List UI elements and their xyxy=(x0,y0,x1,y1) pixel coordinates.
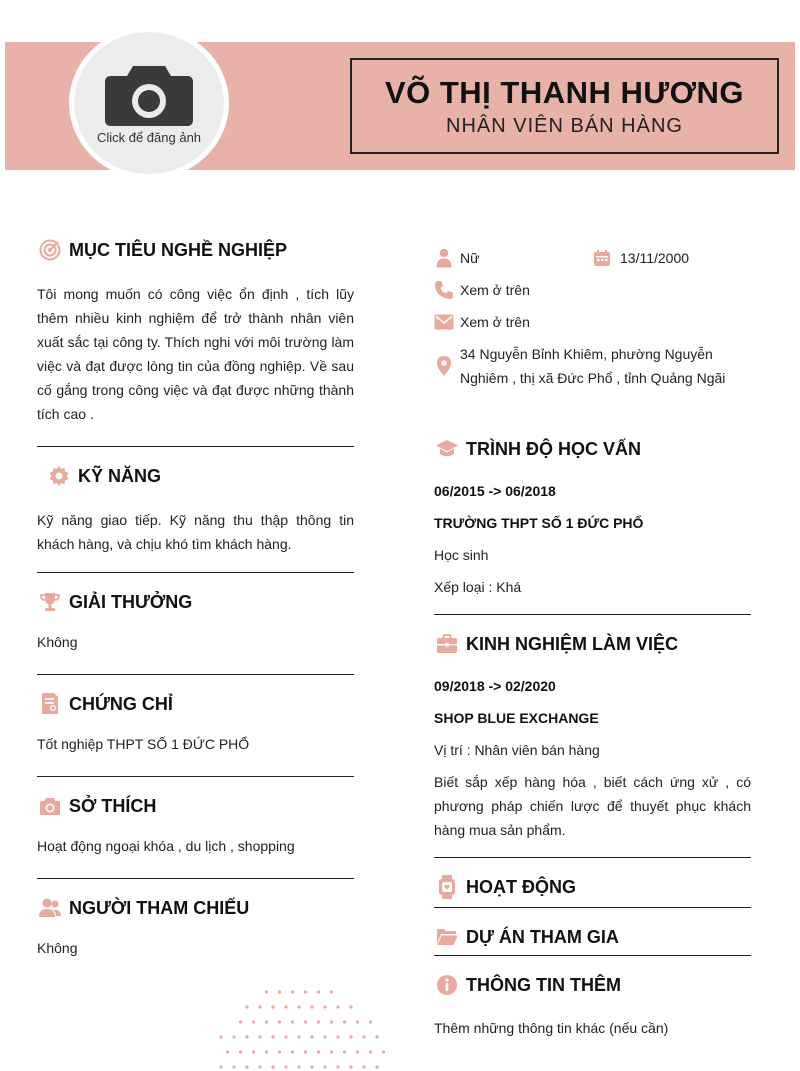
decorative-dot xyxy=(232,1065,235,1068)
references-text: Không xyxy=(37,940,78,956)
avatar-upload[interactable] xyxy=(69,27,229,179)
decorative-dot xyxy=(297,1005,300,1008)
decorative-dot xyxy=(284,1065,287,1068)
decorative-dot xyxy=(336,1065,339,1068)
divider xyxy=(37,776,354,777)
decorative-dot xyxy=(291,1050,294,1053)
education-body xyxy=(434,475,751,603)
avatar-label: Click để đăng ảnh xyxy=(96,129,202,145)
experience-description: Biết sắp xếp hàng hóa , biết cách ứng xử , có phương pháp chiến lược để thuyết phục khách hàng mua sản phẩm. xyxy=(434,774,751,838)
objective-text: Tôi mong muốn có công việc ổn định , tích lũy thêm nhiều kinh nghiệm để trở thành nhân viên xuất sắc tại công ty. Thích nghi với môi trường làm việc và đạt được lòng tin của đồng nghiệp. Về sau cố gắng trong công việc và đạt được những thành tích cao . xyxy=(37,286,354,422)
decorative-dot xyxy=(265,990,268,993)
decorative-dot xyxy=(336,1005,339,1008)
birthday-value: 13/11/2000 xyxy=(620,250,690,266)
decorative-dot xyxy=(265,1050,268,1053)
decorative-dot xyxy=(278,1050,281,1053)
decorative-dot xyxy=(271,1065,274,1068)
decorative-dot xyxy=(323,1035,326,1038)
decorative-dot xyxy=(356,1020,359,1023)
decorative-dot xyxy=(284,1035,287,1038)
experience-header xyxy=(434,626,751,662)
gender-birthday-row xyxy=(434,246,751,270)
experience-company: SHOP BLUE EXCHANGE xyxy=(434,710,599,726)
decorative-dot xyxy=(278,990,281,993)
decorative-dot xyxy=(349,1065,352,1068)
education-school: TRƯỜNG THPT SỐ 1 ĐỨC PHỔ xyxy=(434,515,644,531)
objective-header xyxy=(37,232,354,268)
education-header xyxy=(434,431,751,467)
divider xyxy=(434,907,751,908)
decorative-dot xyxy=(291,1020,294,1023)
decorative-dot xyxy=(271,1035,274,1038)
job-title: NHÂN VIÊN BÁN HÀNG xyxy=(446,114,683,137)
folder-icon xyxy=(434,924,460,950)
decorative-dot xyxy=(265,1020,268,1023)
decorative-dot xyxy=(304,1050,307,1053)
decorative-dot xyxy=(245,1035,248,1038)
right-column xyxy=(434,246,751,1040)
awards-text: Không xyxy=(37,634,78,650)
certificate-icon xyxy=(37,691,63,717)
decorative-dot xyxy=(362,1035,365,1038)
decorative-dot xyxy=(304,990,307,993)
gender-row xyxy=(434,246,592,270)
divider xyxy=(37,878,354,879)
references-title: NGƯỜI THAM CHIẾU xyxy=(69,897,250,918)
address-row xyxy=(434,342,751,390)
projects-header xyxy=(434,919,751,955)
phone-row xyxy=(434,278,751,302)
decorative-dot xyxy=(239,1020,242,1023)
email-icon xyxy=(434,310,454,334)
gender-value: Nữ xyxy=(460,250,480,266)
location-icon xyxy=(434,354,454,378)
awards-header xyxy=(37,584,354,620)
certificates-header xyxy=(37,686,354,722)
hobbies-text: Hoạt động ngoại khóa , du lịch , shopping xyxy=(37,838,295,854)
decorative-dot xyxy=(258,1065,261,1068)
birthday-row xyxy=(592,246,689,270)
decorative-dot xyxy=(317,1050,320,1053)
decorative-dot xyxy=(258,1035,261,1038)
decorative-dot xyxy=(297,1035,300,1038)
decorative-dot xyxy=(343,1050,346,1053)
more-info-text: Thêm những thông tin khác (nếu cần) xyxy=(434,1020,669,1036)
hobbies-header xyxy=(37,788,354,824)
decorative-dot xyxy=(297,1065,300,1068)
phone-value: Xem ở trên xyxy=(460,282,530,298)
decorative-dot xyxy=(271,1005,274,1008)
divider xyxy=(37,674,354,675)
decorative-dot xyxy=(278,1020,281,1023)
decorative-dot xyxy=(336,1035,339,1038)
decorative-dot xyxy=(239,1050,242,1053)
decorative-dot xyxy=(245,1065,248,1068)
gear-icon xyxy=(46,463,72,489)
activities-header xyxy=(434,869,751,905)
decorative-dot xyxy=(284,1005,287,1008)
user-icon xyxy=(434,246,454,270)
certificates-text: Tốt nghiệp THPT SỐ 1 ĐỨC PHỔ xyxy=(37,736,250,752)
decorative-dot xyxy=(323,1065,326,1068)
projects-title: DỰ ÁN THAM GIA xyxy=(466,926,619,947)
decorative-dot xyxy=(317,990,320,993)
divider xyxy=(434,955,751,956)
decorative-dot xyxy=(375,1035,378,1038)
certificates-title: CHỨNG CHỈ xyxy=(69,693,173,714)
watch-icon xyxy=(434,874,460,900)
decorative-dot xyxy=(323,1005,326,1008)
decorative-dot xyxy=(258,1005,261,1008)
decorative-dot xyxy=(226,1050,229,1053)
decorative-dot xyxy=(310,1065,313,1068)
divider xyxy=(434,857,751,858)
decorative-dot xyxy=(349,1035,352,1038)
experience-period: 09/2018 -> 02/2020 xyxy=(434,678,556,694)
experience-body xyxy=(434,670,751,842)
decorative-dot xyxy=(330,990,333,993)
phone-icon xyxy=(434,278,454,302)
decorative-dot xyxy=(343,1020,346,1023)
decorative-dot xyxy=(330,1020,333,1023)
info-icon xyxy=(434,972,460,998)
decorative-dot xyxy=(245,1005,248,1008)
email-row xyxy=(434,310,751,334)
decorative-dot xyxy=(382,1050,385,1053)
decorative-dot xyxy=(362,1065,365,1068)
decorative-dot xyxy=(330,1050,333,1053)
decorative-dot xyxy=(317,1020,320,1023)
more-info-header xyxy=(434,967,751,1003)
divider xyxy=(434,614,751,615)
divider xyxy=(37,446,354,447)
activities-title: HOẠT ĐỘNG xyxy=(466,876,576,897)
decorative-dots xyxy=(205,985,395,1071)
briefcase-icon xyxy=(434,631,460,657)
decorative-dot xyxy=(349,1005,352,1008)
more-info-title: THÔNG TIN THÊM xyxy=(466,974,621,995)
email-value: Xem ở trên xyxy=(460,314,530,330)
decorative-dot xyxy=(252,1050,255,1053)
decorative-dot xyxy=(310,1005,313,1008)
skills-text: Kỹ năng giao tiếp. Kỹ năng thu thập thông tin khách hàng, và chịu khó tìm khách hàng. xyxy=(37,512,354,552)
decorative-dot xyxy=(369,1020,372,1023)
awards-title: GIẢI THƯỞNG xyxy=(69,591,193,612)
decorative-dot xyxy=(310,1035,313,1038)
trophy-icon xyxy=(37,589,63,615)
users-icon xyxy=(37,895,63,921)
address-value: 34 Nguyễn Bỉnh Khiêm, phường Nguyễn Nghiêm , thị xã Đức Phổ , tỉnh Quảng Ngãi xyxy=(460,346,726,386)
divider xyxy=(37,572,354,573)
experience-title: KINH NGHIỆM LÀM VIỆC xyxy=(466,633,679,654)
left-column xyxy=(37,232,354,960)
decorative-dot xyxy=(304,1020,307,1023)
skills-header xyxy=(37,458,354,494)
objective-title: MỤC TIÊU NGHỀ NGHIỆP xyxy=(69,239,288,260)
hobbies-title: SỞ THÍCH xyxy=(69,795,157,816)
skills-title: KỸ NĂNG xyxy=(78,465,162,486)
graduation-cap-icon xyxy=(434,436,460,462)
camera-icon xyxy=(103,62,195,128)
calendar-icon xyxy=(592,246,612,270)
experience-position: Vị trí : Nhân viên bán hàng xyxy=(434,742,600,758)
target-icon xyxy=(37,237,63,263)
name-box xyxy=(350,58,779,154)
education-grade: Xếp loại : Khá xyxy=(434,579,522,595)
decorative-dot xyxy=(356,1050,359,1053)
decorative-dot xyxy=(219,1065,222,1068)
education-title: TRÌNH ĐỘ HỌC VẤN xyxy=(466,438,641,459)
camera-small-icon xyxy=(37,793,63,819)
references-header xyxy=(37,890,354,926)
decorative-dot xyxy=(219,1035,222,1038)
decorative-dot xyxy=(232,1035,235,1038)
decorative-dot xyxy=(375,1065,378,1068)
decorative-dot xyxy=(291,990,294,993)
decorative-dot xyxy=(252,1020,255,1023)
education-period: 06/2015 -> 06/2018 xyxy=(434,483,556,499)
decorative-dot xyxy=(369,1050,372,1053)
full-name: VÕ THỊ THANH HƯƠNG xyxy=(384,74,745,110)
education-role: Học sinh xyxy=(434,547,489,563)
